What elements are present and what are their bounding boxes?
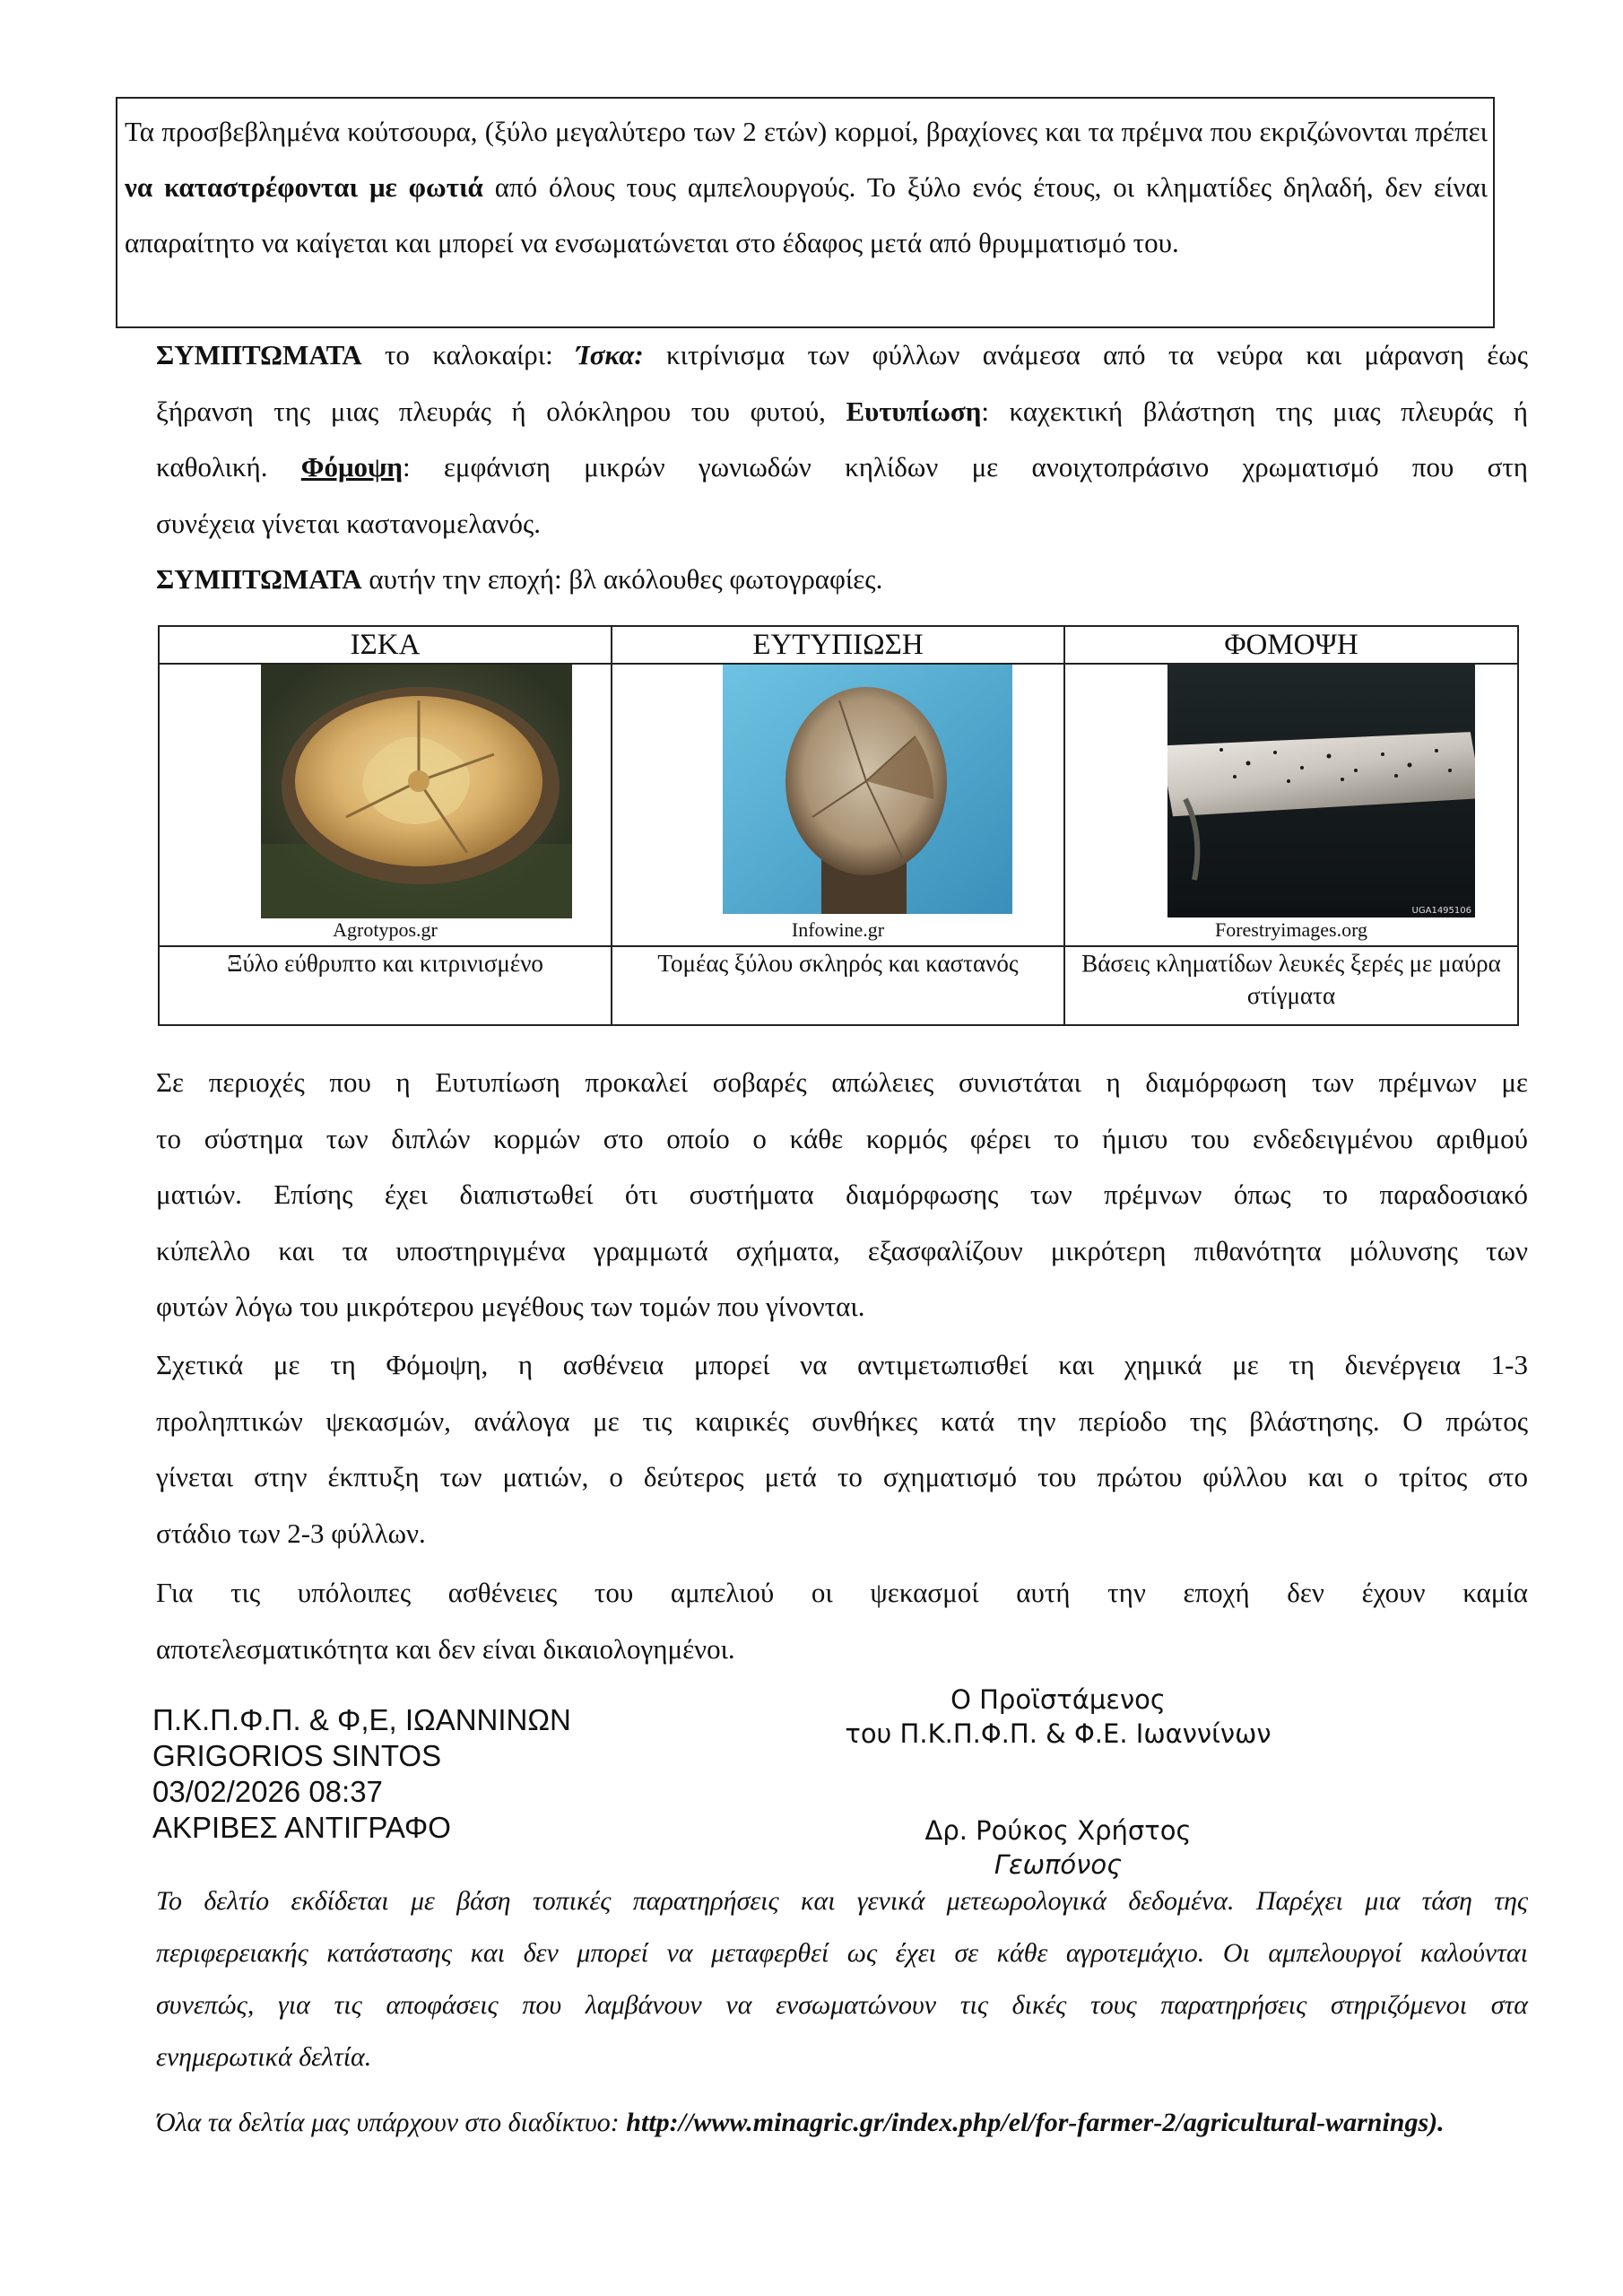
col-header-fomopsi: ΦΟΜΟΨΗ	[1064, 626, 1518, 664]
intro-text: Τα προσβεβλημένα κούτσουρα, (ξύλο μεγαλύτερο των 2 ετών) κορμοί, βραχίονες και τα πρέμνα που εκριζώνονται πρέπει	[125, 116, 1488, 147]
fomopsi-photo-cell	[1065, 665, 1517, 945]
paragraph-line: φυτών λόγω του μικρότερου μεγέθους των τομών που γίνονται.	[156, 1291, 865, 1322]
summer-text-line4: συνέχεια γίνεται καστανομελανός.	[156, 507, 542, 539]
season-symptoms-text: αυτήν την εποχή: βλ ακόλουθες φωτογραφίες.	[361, 563, 883, 595]
links-prefix: Όλα τα δελτία μας υπάρχουν στο διαδίκτυο:	[156, 2108, 627, 2137]
eutypiosi-photo-source: Infowine.gr	[791, 918, 885, 941]
certified-copy-stamp	[152, 1702, 571, 1846]
summer-text-line3: καθολική.	[156, 451, 301, 483]
stamp-datetime: 03/02/2026 08:37	[152, 1775, 383, 1808]
iska-photo-cell	[160, 665, 611, 945]
paragraph-line: ματιών. Επίσης έχει διαπιστωθεί ότι συστήματα διαμόρφωσης των πρέμνων όπως το παραδοσιακό	[156, 1178, 1528, 1210]
fomopsi-photo-watermark: UGA1495106	[1411, 906, 1471, 916]
iska-description: Ξύλο εύθρυπτο και κιτρινισμένο	[159, 946, 612, 1025]
symptoms-label: ΣΥΜΠΤΩΜΑΤΑ	[156, 339, 362, 370]
signature-name	[807, 1813, 1309, 1882]
signer-role: Γεωπόνος	[994, 1849, 1123, 1880]
fomopsi-text: : εμφάνιση μικρών γωνιωδών κηλίδων με ανοιχτοπράσινο χρωματισμό που στη	[403, 451, 1528, 483]
paragraph-line: στάδιο των 2-3 φύλλων.	[156, 1517, 426, 1549]
disclaimer-line: συνεπώς, για τις αποφάσεις που λαμβάνουν να ενσωματώνουν τις δικές τους παρατηρήσεις στηριζόμενοι στα	[156, 1990, 1528, 2020]
season-symptoms-line	[156, 552, 1528, 608]
disclaimer-line: περιφερειακής κατάστασης και δεν μπορεί να μεταφερθεί ως έχει σε κάθε αγροτεμάχιο. Οι αμπελουργοί καλούνται	[156, 1938, 1528, 1968]
fomopsi-photo-source: Forestryimages.org	[1214, 918, 1368, 941]
paragraph-line: Σχετικά με τη Φόμοψη, η ασθένεια μπορεί να αντιμετωπισθεί και χημικά με τη διενέργεια 1-3	[156, 1349, 1528, 1380]
col-header-iska: ΙΣΚΑ	[159, 626, 612, 664]
stamp-certified-copy: ΑΚΡΙΒΕΣ ΑΝΤΙΓΡΑΦΟ	[152, 1811, 451, 1844]
bulletins-url-link[interactable]: http://www.minagric.gr/index.php/el/for-farmer-2/agricultural-warnings).	[626, 2108, 1445, 2137]
disclaimer-paragraph	[156, 1875, 1528, 2083]
paragraph-line: αποτελεσματικότητα και δεν είναι δικαιολογημένοι.	[156, 1632, 735, 1665]
other-diseases-paragraph	[156, 1565, 1528, 1677]
intro-text-2: από όλους τους αμπελουργούς. Το ξύλο ενός έτους, οι κληματίδες δηλαδή, δεν είναι απαραίτητο να καίγεται και μπορεί να ενσωματώνεται στο έδαφος μετά από θρυμματισμό του.	[125, 171, 1488, 258]
bulletins-link-line	[156, 2106, 1528, 2140]
iska-photo	[261, 665, 572, 918]
summer-symptoms-paragraph	[156, 327, 1528, 552]
double-trunk-paragraph	[156, 1055, 1528, 1335]
iska-label: Ίσκα:	[576, 339, 644, 370]
iska-text: κιτρίνισμα των φύλλων ανάμεσα από τα νεύρα και μάρανση έως	[643, 339, 1528, 370]
summer-text-line2: ξήρανση της μιας πλευράς ή ολόκληρου του φυτού,	[156, 395, 846, 427]
eutypiosi-description: Τομέας ξύλου σκληρός και καστανός	[612, 946, 1064, 1025]
fomopsi-description: Βάσεις κληματίδων λευκές ξερές με μαύρα στίγματα	[1064, 946, 1518, 1025]
intro-bold-text: να καταστρέφονται με φωτιά	[125, 171, 483, 203]
signature-title	[807, 1683, 1309, 1751]
disclaimer-line: Το δελτίο εκδίδεται με βάση τοπικές παρατηρήσεις και γενικά μετεωρολογικά δεδομένα. Παρέχει μια τάση της	[156, 1886, 1528, 1916]
season-symptoms-label: ΣΥΜΠΤΩΜΑΤΑ	[156, 563, 362, 595]
signer-name: Δρ. Ρούκος Χρήστος	[924, 1815, 1192, 1846]
signature-title-line1: Ο Προϊστάμενος	[950, 1684, 1166, 1715]
paragraph-line: το σύστημα των διπλών κορμών στο οποίο ο κάθε κορμός φέρει το ήμισυ του ενδεδειγμένου αριθμού	[156, 1122, 1528, 1154]
eutypiosi-photo	[723, 665, 1012, 914]
intro-box	[116, 97, 1495, 328]
signature-title-line2: του Π.Κ.Π.Φ.Π. & Φ.Ε. Ιωαννίνων	[845, 1718, 1271, 1749]
paragraph-line: Σε περιοχές που η Ευτυπίωση προκαλεί σοβαρές απώλειες συνιστάται η διαμόρφωση των πρέμνων με	[156, 1066, 1528, 1098]
fomopsi-paragraph	[156, 1337, 1528, 1561]
iska-photo-source: Agrotypos.gr	[333, 918, 438, 941]
disclaimer-line: ενημερωτικά δελτία.	[156, 2042, 372, 2072]
paragraph-line: Για τις υπόλοιπες ασθένειες του αμπελιού οι ψεκασμοί αυτή την εποχή δεν έχουν καμία	[156, 1577, 1528, 1608]
eutypiosi-label: Ευτυπίωση	[846, 395, 982, 427]
paragraph-line: κύπελλο και τα υποστηριγμένα γραμμωτά σχήματα, εξασφαλίζουν μικρότερη πιθανότητα μόλυνσης των	[156, 1234, 1528, 1266]
col-header-eutypiosi: ΕΥΤΥΠΙΩΣΗ	[612, 626, 1064, 664]
stamp-office: Π.Κ.Π.Φ.Π. & Φ,Ε, ΙΩΑΝΝΙΝΩΝ	[152, 1703, 571, 1736]
fomopsi-label: Φόμοψη	[300, 451, 403, 483]
fomopsi-photo	[1167, 665, 1475, 918]
paragraph-line: προληπτικών ψεκασμών, ανάλογα με τις καιρικές συνθήκες κατά την περίοδο της βλάστησης. Ο πρώτος	[156, 1405, 1528, 1437]
symptoms-photo-table	[158, 625, 1519, 1026]
eutypiosi-text: : καχεκτική βλάστηση της μιας πλευράς ή	[981, 395, 1528, 427]
summer-text: το καλοκαίρι:	[361, 339, 577, 370]
stamp-signer: GRIGORIOS SINTOS	[152, 1739, 442, 1772]
eutypiosi-photo-cell	[612, 665, 1063, 945]
paragraph-line: γίνεται στην έκπτυξη των ματιών, ο δεύτερος μετά το σχηματισμό του πρώτου φύλλου και ο τρίτος στο	[156, 1461, 1528, 1492]
